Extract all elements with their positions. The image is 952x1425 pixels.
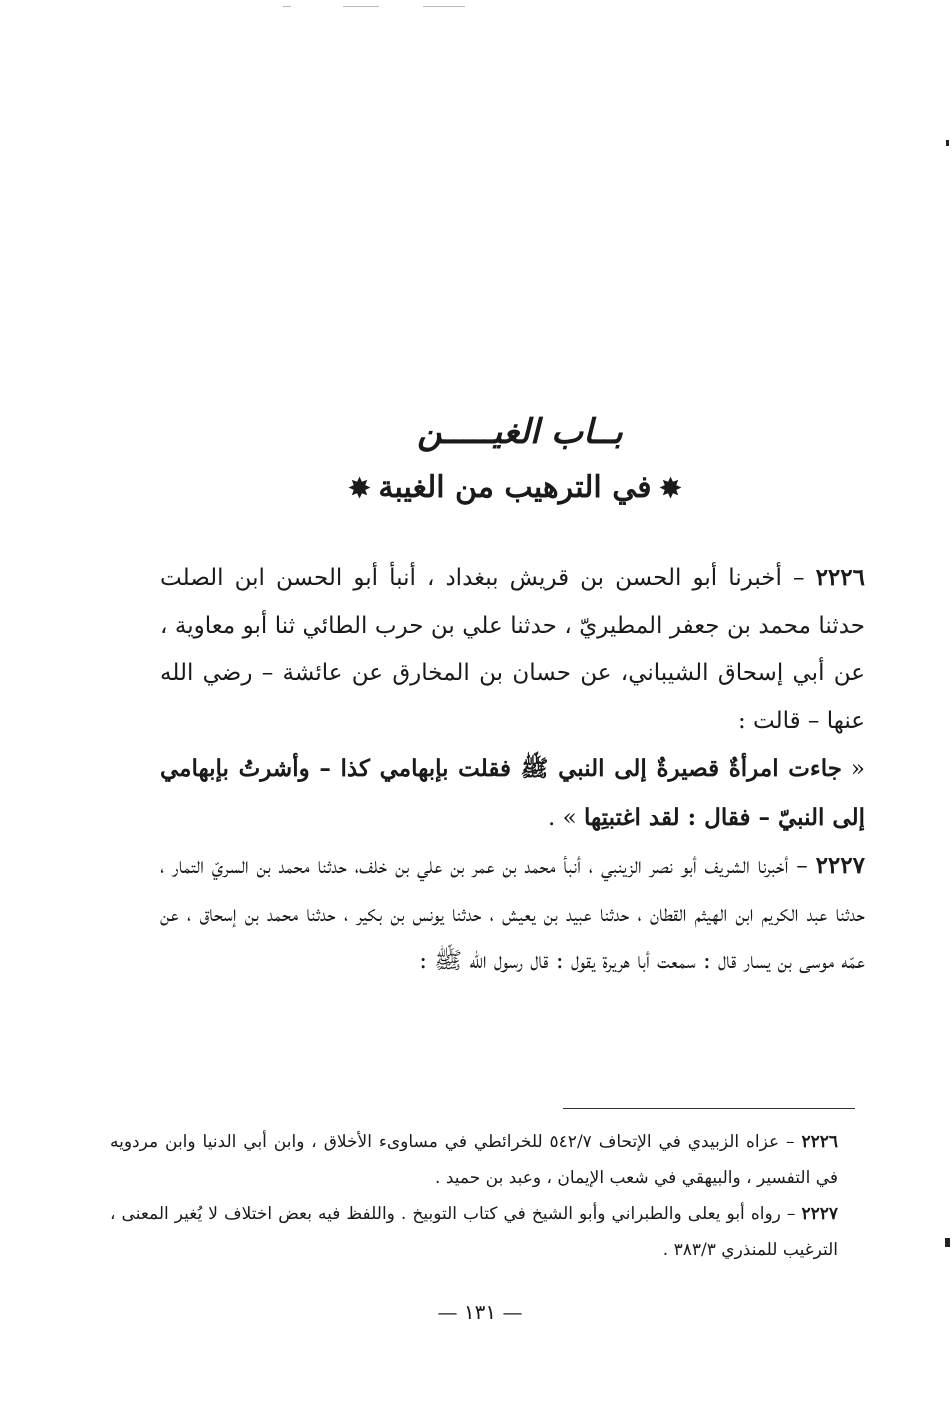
footnote-number: ٢٢٢٧	[801, 1204, 838, 1224]
footnote-number: ٢٢٢٦	[801, 1132, 838, 1152]
section-title-text: في الترهيب من الغيبة	[378, 470, 652, 505]
main-text	[160, 554, 865, 986]
top-scan-mark	[283, 6, 291, 7]
footnote-2226	[110, 1124, 838, 1196]
quote-open-mark: «	[841, 756, 865, 782]
edge-scan-mark	[946, 140, 949, 146]
star-ornament-icon: ✸	[348, 474, 371, 504]
footnote-text: – رواه أبو يعلى والطبراني وأبو الشيخ في كتاب التوبيخ . واللفظ فيه بعض اختلاف لا يُغير المعنى ، الترغيب للمنذري ٣٨٣/٣ .	[110, 1204, 838, 1260]
edge-scan-mark	[945, 1238, 950, 1247]
top-scan-mark	[343, 6, 379, 7]
footnotes	[110, 1124, 838, 1268]
chapter-title: بــاب الغيـــــن	[417, 412, 623, 452]
page-number: — ١٣١ —	[437, 1300, 523, 1324]
hadith-chain-text: – أخبرنا الشريف أبو نصر الزينبي ، أنبأ محمد بن عمر بن علي بن خلف، حدثنا محمد بن السريّ التمار ، حدثنا عبد الكريم ابن الهيثم القطان ، حدثنا عبيد بن يعيش ، حدثنا يونس بن بكير ، حدثنا محمد بن إسحاق ، عن عمّه موسى بن يسار قال : سمعت أبا هريرة يقول : قال رسول الله ﷺ :	[160, 853, 865, 974]
star-ornament-icon: ✸	[659, 474, 682, 504]
hadith-2227-chain	[160, 842, 865, 986]
footnote-2227	[110, 1196, 838, 1268]
hadith-quote-text: جاءت امرأةٌ قصيرةٌ إلى النبي ﷺ فقلت بإبهامي كذا – وأشرتُ بإبهامي إلى النبيّ – فقال : لقد اغتبتِها	[160, 755, 865, 831]
top-scan-mark	[423, 6, 465, 7]
hadith-2226-chain	[160, 554, 865, 745]
hadith-chain-text: – أخبرنا أبو الحسن بن قريش ببغداد ، أنبأ أبو الحسن ابن الصلت حدثنا محمد بن جعفر المطيريّ ، حدثنا علي بن حرب الطائي ثنا أبو معاوية ، عن أبي إسحاق الشيباني، عن حسان بن المخارق عن عائشة – رضي الله عنها – قالت :	[160, 565, 865, 734]
hadith-number: ٢٢٢٧	[815, 852, 865, 879]
footnote-divider	[563, 1108, 855, 1109]
footnote-text: – عزاه الزبيدي في الإتحاف ٥٤٢/٧ للخرائطي في مساوىء الأخلاق ، وابن أبي الدنيا وابن مردويه في التفسير ، والبيهقي في شعب الإيمان ، وعبد بن حميد .	[110, 1132, 838, 1188]
hadith-2226-quote	[160, 745, 865, 842]
section-title	[0, 470, 952, 505]
quote-close-mark: » .	[548, 804, 585, 831]
hadith-number: ٢٢٢٦	[815, 564, 865, 591]
